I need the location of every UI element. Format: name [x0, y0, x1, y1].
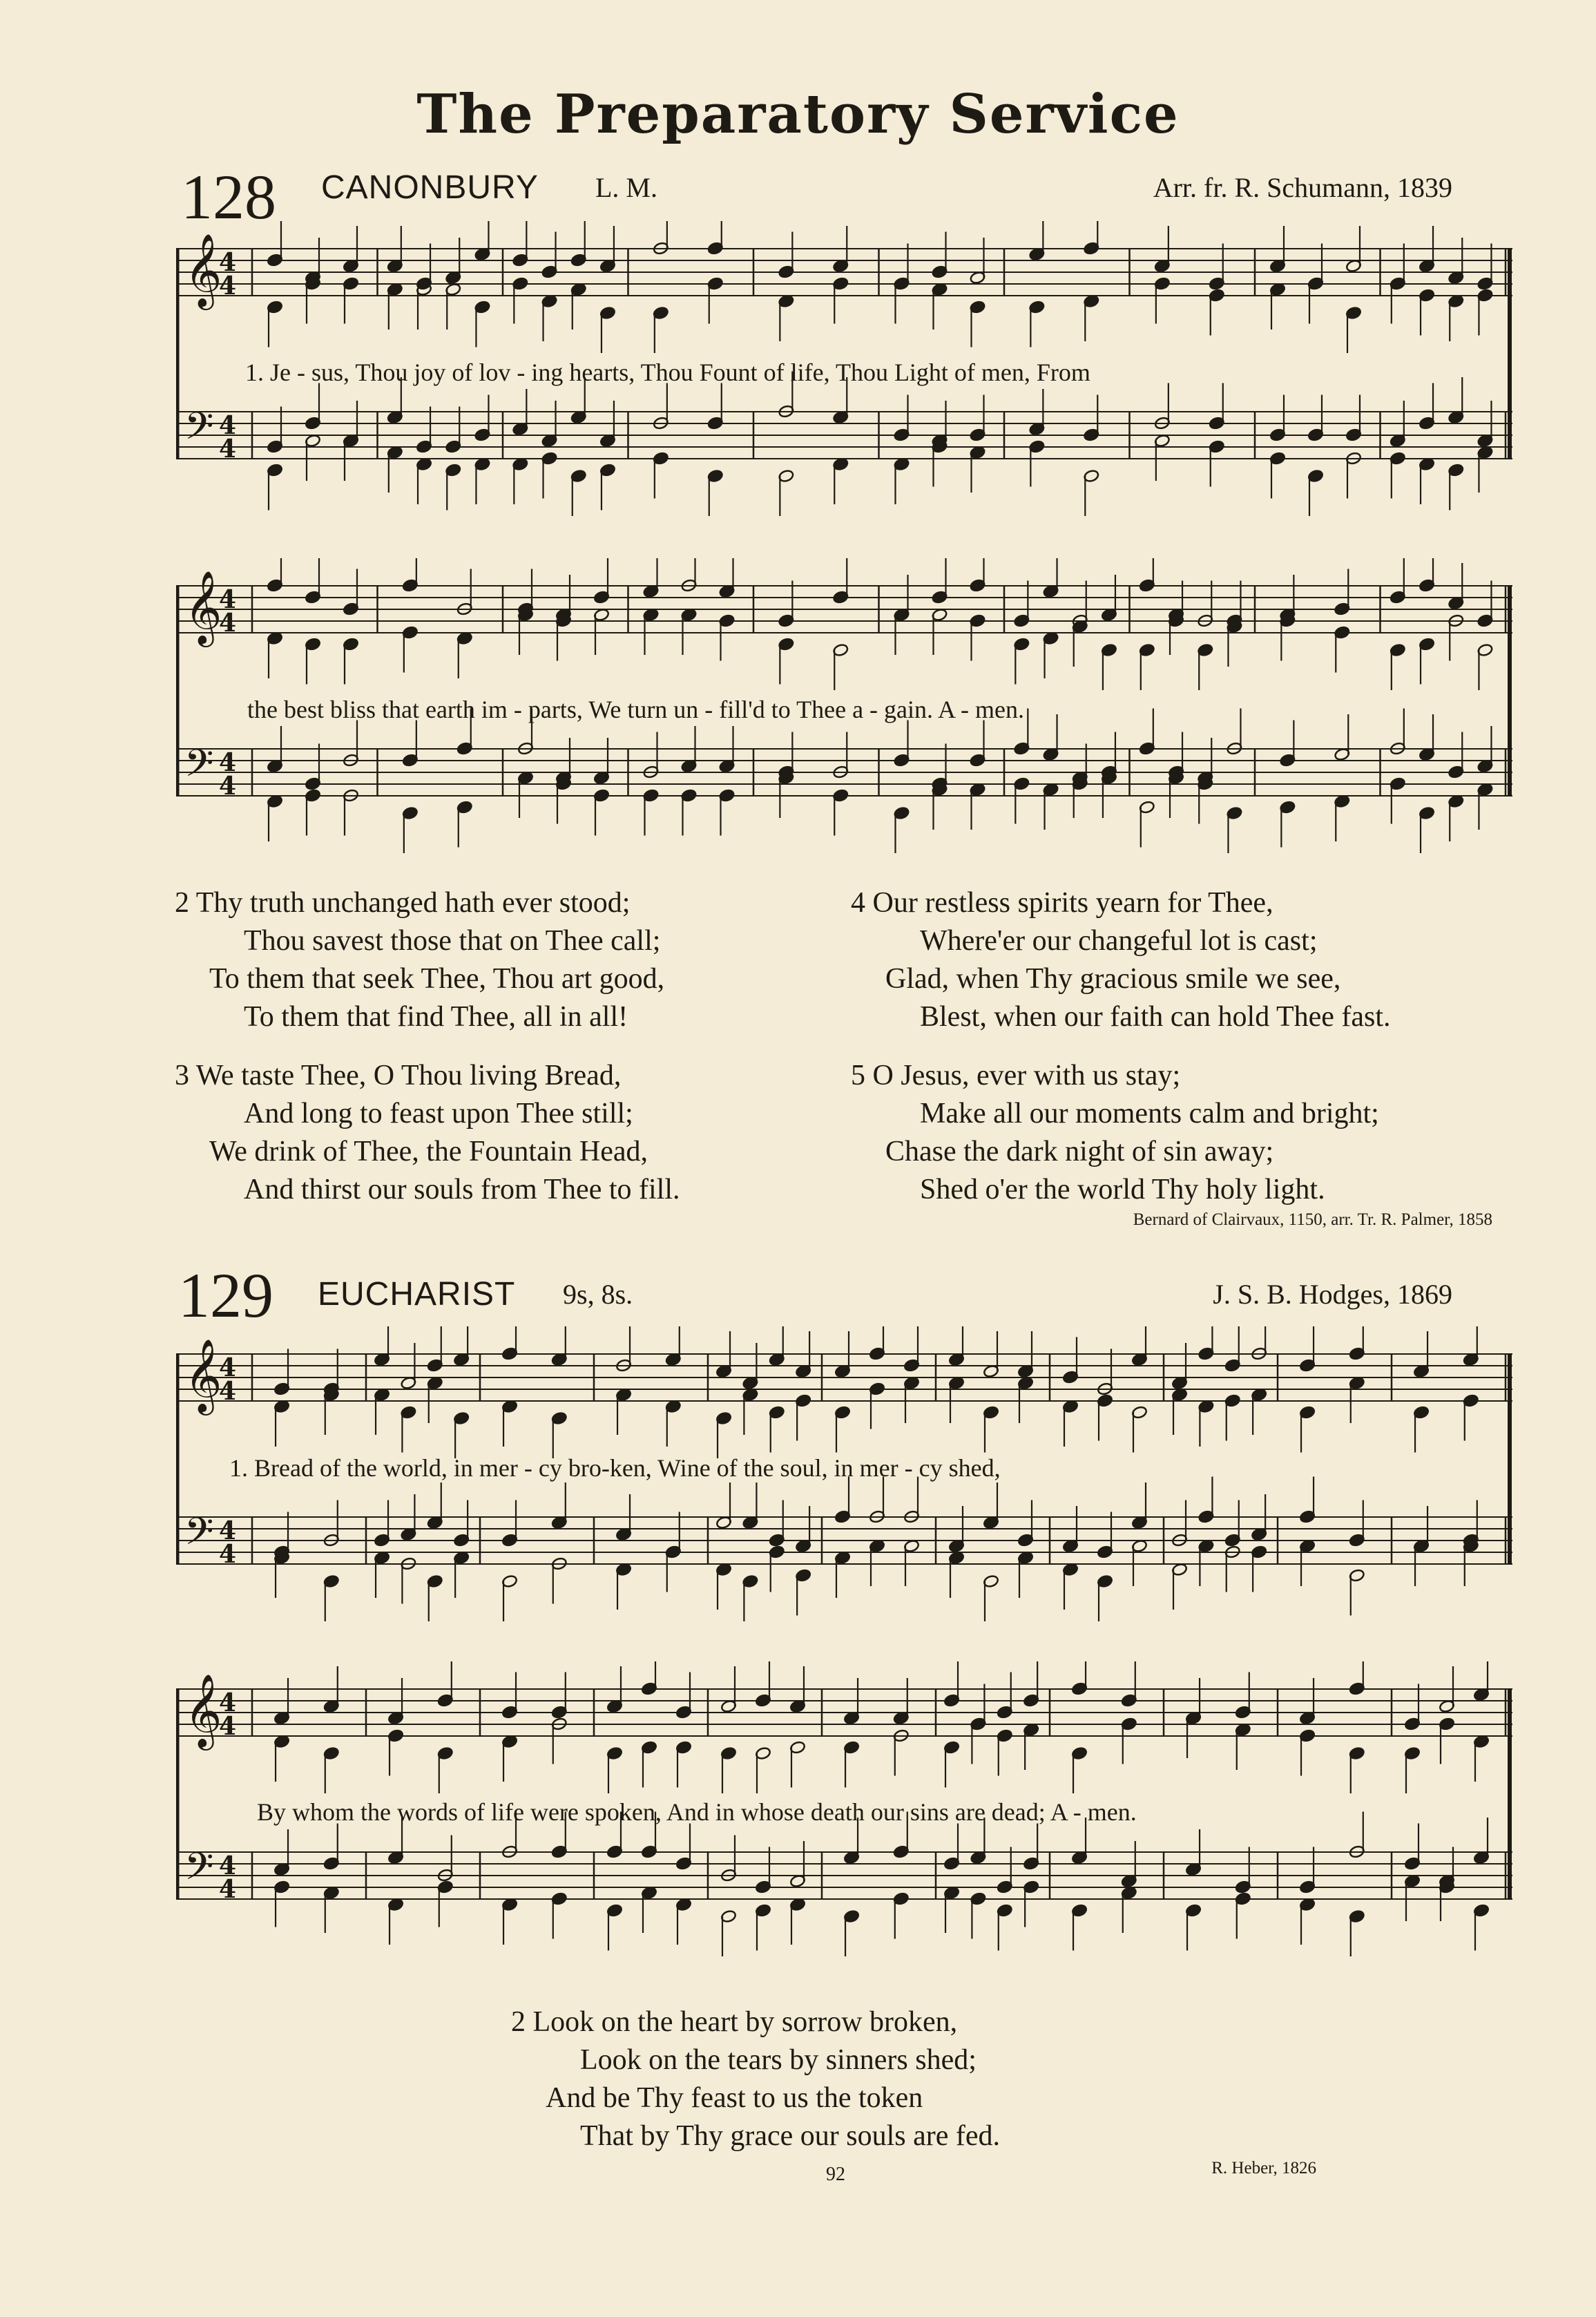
meter: L. M.	[595, 172, 657, 203]
meter: 9s, 8s.	[563, 1279, 633, 1310]
verse-2	[511, 2003, 1000, 2155]
verse-line: Glad, when Thy gracious smile we see,	[885, 963, 1341, 995]
verse-2	[175, 884, 664, 1036]
text-credit: Bernard of Clairvaux, 1150, arr. Tr. R. Palmer, 1858	[1133, 1210, 1492, 1229]
svg-text:4: 4	[219, 1377, 237, 1406]
composer: J. S. B. Hodges, 1869	[1213, 1279, 1452, 1310]
svg-text:4: 4	[219, 585, 237, 614]
svg-text:4: 4	[219, 1712, 237, 1741]
svg-text:4: 4	[219, 1851, 237, 1880]
verse-line: And long to feast upon Thee still;	[244, 1098, 633, 1129]
tune-name: CANONBURY	[321, 169, 539, 206]
verse-line: Look on the tears by sinners shed;	[580, 2044, 977, 2076]
svg-text:4: 4	[219, 748, 237, 777]
lyric-line: 1. Je - sus, Thou joy of lov - ing hearts, Thou Fount of life, Thou Light of men, From	[245, 359, 1090, 386]
verse-line: And thirst our souls from Thee to fill.	[244, 1174, 680, 1205]
verse-line: 3 We taste Thee, O Thou living Bread,	[175, 1060, 622, 1091]
svg-text:𝄞: 𝄞	[184, 570, 222, 644]
page-number: 92	[826, 2164, 845, 2185]
svg-text:𝄢: 𝄢	[184, 1844, 214, 1898]
svg-text:4: 4	[219, 1353, 237, 1382]
lyric-line: the best bliss that earth im - parts, We turn un - fill'd to Thee a - gain. A - men.	[247, 696, 1025, 723]
svg-text:4: 4	[219, 435, 237, 464]
verse-line: Shed o'er the world Thy holy light.	[920, 1174, 1325, 1205]
svg-text:𝄞: 𝄞	[184, 1673, 222, 1747]
lyric-line: By whom the words of life were spoken, And in whose death our sins are dead; A - men.	[257, 1798, 1137, 1826]
verse-line: To them that find Thee, all in all!	[244, 1001, 628, 1033]
verse-line: That by Thy grace our souls are fed.	[580, 2120, 1001, 2152]
composer: Arr. fr. R. Schumann, 1839	[1153, 172, 1452, 203]
svg-text:𝄞: 𝄞	[184, 1338, 222, 1412]
verse-line: 5 O Jesus, ever with us stay;	[851, 1060, 1181, 1091]
svg-text:𝄢: 𝄢	[184, 741, 214, 794]
svg-text:4: 4	[219, 271, 237, 301]
hymn-number: 129	[178, 1260, 273, 1331]
text-credit: R. Heber, 1826	[1211, 2159, 1316, 2177]
svg-text:𝄞: 𝄞	[184, 233, 222, 307]
verse-line: We drink of Thee, the Fountain Head,	[209, 1136, 648, 1167]
svg-text:𝄢: 𝄢	[184, 1509, 214, 1563]
verse-line: 2 Thy truth unchanged hath ever stood;	[175, 887, 631, 919]
svg-text:4: 4	[219, 1540, 237, 1569]
svg-text:4: 4	[219, 609, 237, 638]
verse-line: To them that seek Thee, Thou art good,	[209, 963, 665, 995]
verse-line: Where'er our changeful lot is cast;	[920, 925, 1318, 957]
verse-line: Chase the dark night of sin away;	[885, 1136, 1274, 1167]
svg-text:4: 4	[219, 248, 237, 277]
verse-4	[851, 884, 1391, 1036]
verse-line: Blest, when our faith can hold Thee fast.	[920, 1001, 1391, 1033]
verse-line: Make all our moments calm and bright;	[920, 1098, 1379, 1129]
verse-line: Thou savest those that on Thee call;	[244, 925, 661, 957]
verse-line: 2 Look on the heart by sorrow broken,	[511, 2006, 958, 2038]
verse-5	[851, 1057, 1379, 1209]
hymn-number: 128	[181, 162, 276, 232]
lyric-line: 1. Bread of the world, in mer - cy bro-ken, Wine of the soul, in mer - cy shed,	[229, 1454, 1001, 1482]
tune-name: EUCHARIST	[318, 1276, 516, 1313]
svg-text:4: 4	[219, 772, 237, 801]
svg-text:4: 4	[219, 1688, 237, 1717]
page-title: The Preparatory Service	[416, 83, 1180, 146]
svg-text:4: 4	[219, 1875, 237, 1904]
svg-text:𝄢: 𝄢	[184, 404, 214, 457]
svg-text:4: 4	[219, 1516, 237, 1545]
verse-3	[175, 1057, 680, 1209]
verse-line: And be Thy feast to us the token	[546, 2082, 923, 2114]
verse-line: 4 Our restless spirits yearn for Thee,	[851, 887, 1273, 919]
svg-text:4: 4	[219, 411, 237, 440]
